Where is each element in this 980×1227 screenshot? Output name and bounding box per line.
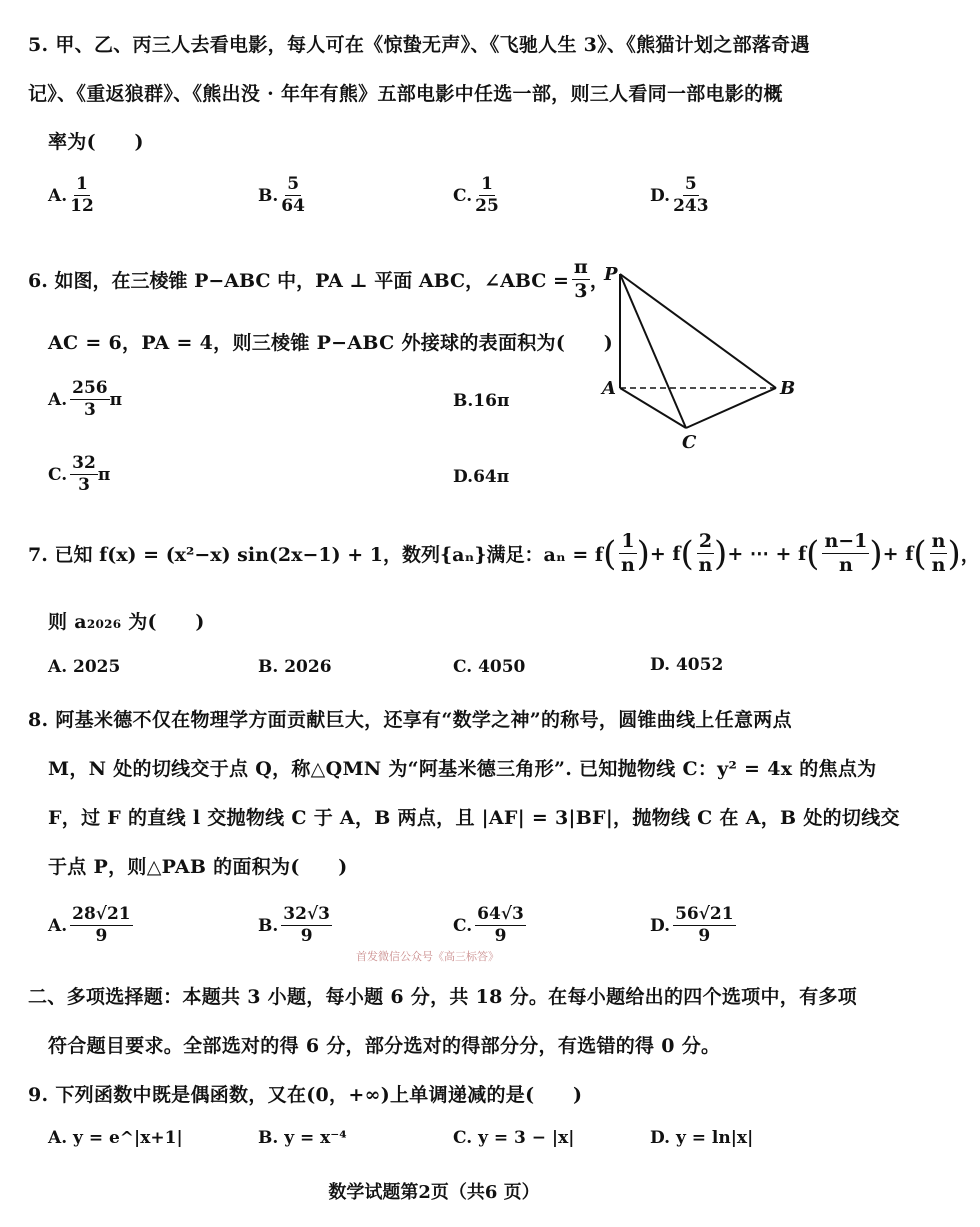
q8-line4: 于点 P，则△PAB 的面积为( ) — [48, 856, 348, 878]
watermark: 首发微信公众号《高三标答》 — [356, 950, 499, 963]
q8-line3: F，过 F 的直线 l 交抛物线 C 于 A，B 两点，且 |AF| = 3|BF|，抛物线 C 在 A，B 处的切线交 — [48, 807, 900, 829]
q7-option-d: D. 4052 — [650, 655, 724, 675]
q7-line2: 则 a₂₀₂₆ 为( ) — [48, 611, 205, 633]
q7-option-b: B. 2026 — [258, 657, 332, 677]
q6-option-b: B. 16π — [453, 391, 510, 411]
q9-option-b: B. y = x⁻⁴ — [258, 1128, 347, 1148]
label-a: A — [602, 378, 616, 399]
q6-line2: AC = 6，PA = 4，则三棱锥 P−ABC 外接球的表面积为( ) — [48, 332, 614, 354]
q8-line2: M，N 处的切线交于点 Q，称△QMN 为“阿基米德三角形”. 已知抛物线 C：y² = 4x 的焦点为 — [48, 758, 877, 780]
q5-option-a: A. $\frac{1}{12}$ — [48, 174, 94, 216]
q9-line1: 9. 下列函数中既是偶函数，又在(0，+∞)上单调递减的是( ) — [28, 1084, 583, 1106]
q8-option-c: C. $\frac{64√3}{9}$ — [453, 904, 524, 946]
q7-option-a: A. 2025 — [48, 657, 121, 677]
q5-option-c: C. $\frac{1}{25}$ — [453, 174, 499, 216]
q8-option-a: A. $\frac{28√21}{9}$ — [48, 904, 131, 946]
tetrahedron-figure — [590, 262, 810, 462]
q8-option-b: B. $\frac{32√3}{9}$ — [258, 904, 330, 946]
q7-line1: 7. 已知 f(x) = (x²−x) sin(2x−1) + 1，数列{aₙ}满足：aₙ = f ( $\frac{1}{n}$ ) + f ( $\frac{2}{n}$ ) + ⋯ + f ( $\frac{n-1}{n}$ ) + f ( $\frac{n}{n}$ ) ， — [28, 530, 980, 576]
edge-cb — [686, 388, 776, 428]
q5-line1: 5. 甲、乙、丙三人去看电影，每人可在《惊蛰无声》、《飞驰人生 3》、《熊猫计划之部落奇遇 — [28, 34, 810, 56]
q7-option-c: C. 4050 — [453, 657, 526, 677]
q6-line1: 6. 如图，在三棱锥 P−ABC 中，PA ⊥ 平面 ABC，∠ABC = $\frac{\pi}{3}$ ， — [28, 256, 609, 302]
page-footer: 数学试题第2页（共6 页） — [328, 1182, 540, 1203]
section2-line1: 二、多项选择题：本题共 3 小题，每小题 6 分，共 18 分。在每小题给出的四个选项中，有多项 — [28, 986, 857, 1008]
label-p: P — [604, 264, 618, 285]
q9-option-c: C. y = 3 − |x| — [453, 1128, 575, 1148]
q6-option-a: A. $\frac{256}{3}$ π — [48, 378, 123, 420]
q8-option-d: D. $\frac{56√21}{9}$ — [650, 904, 734, 946]
label-b: B — [780, 378, 796, 399]
q5-line2: 记》、《重返狼群》、《熊出没 · 年年有熊》五部电影中任选一部，则三人看同一部电影的概 — [28, 83, 783, 105]
q5-option-d: D. $\frac{5}{243}$ — [650, 174, 709, 216]
q9-option-d: D. y = ln|x| — [650, 1128, 754, 1148]
q9-option-a: A. y = e^|x+1| — [48, 1128, 183, 1148]
label-c: C — [682, 432, 697, 453]
q5-line3: 率为( ) — [48, 131, 144, 153]
q5-option-b: B. $\frac{5}{64}$ — [258, 174, 305, 216]
edge-ac — [620, 388, 686, 428]
q8-line1: 8. 阿基米德不仅在物理学方面贡献巨大，还享有“数学之神”的称号，圆锥曲线上任意两点 — [28, 709, 792, 731]
section2-line2: 符合题目要求。全部选对的得 6 分，部分选对的得部分分，有选错的得 0 分。 — [48, 1035, 721, 1057]
q6-option-d: D. 64π — [453, 467, 510, 487]
q6-option-c: C. $\frac{32}{3}$ π — [48, 453, 111, 495]
